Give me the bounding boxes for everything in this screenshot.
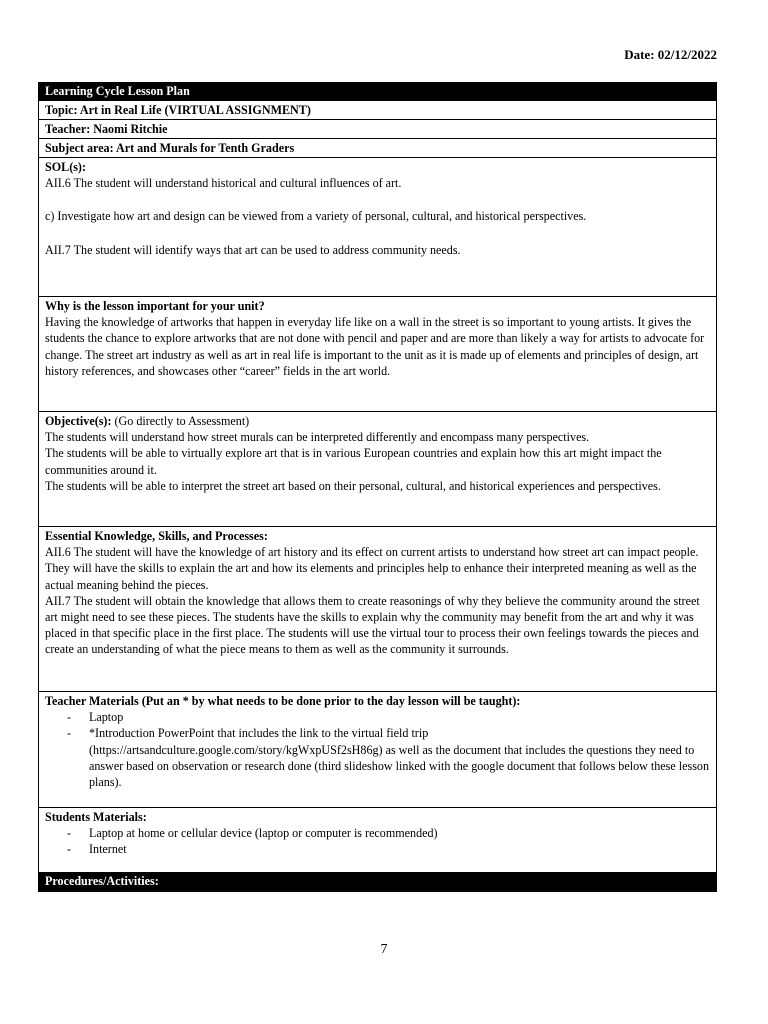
objective-item-1: The students will understand how street murals can be interpreted differently and encompass many perspectives. — [45, 430, 590, 445]
topic-text: Topic: Art in Real Life (VIRTUAL ASSIGNMENT) — [45, 103, 311, 117]
teacher-row — [39, 120, 716, 139]
importance-body: Having the knowledge of artworks that happen in everyday life like on a wall in the street is so important to young artists. It gives the students the chance to explore artworks that are not done with pencil and paper and are more than likely a way for artists to advocate for change. The street art industry as well as art in real life is important to the unit as it is made up of elements and principles of design, art history references, and showcases other “career” fields in the art world. — [45, 315, 705, 378]
essential-section — [39, 527, 716, 692]
procedures-text: Procedures/Activities: — [45, 874, 159, 888]
page-number: 7 — [380, 942, 388, 957]
essential-para-2: AII.7 The student will obtain the knowledge that allows them to create reasonings of why they believe the community around the street art might need to see these pieces. The students have the skills to explain why the community may benefit from the art and why it was placed in that specific place in the first place. The students will use the virtual tour to process their own feelings towards the pieces and create an understanding of what the piece means to them as well as the community it surrounds. — [45, 593, 700, 657]
student-material-item: - Laptop at home or cellular device (laptop or computer is recommended) — [67, 825, 710, 841]
lesson-plan-table — [38, 82, 717, 892]
sol-line-1: AII.6 The student will understand historical and cultural influences of art. — [45, 176, 402, 191]
teacher-materials-section — [39, 692, 716, 808]
objectives-heading-line — [45, 413, 710, 429]
student-materials-list — [45, 825, 710, 857]
objectives-heading-note: (Go directly to Assessment) — [111, 414, 250, 428]
teacher-materials-list — [45, 709, 710, 790]
objective-item-3: The students will be able to interpret the street art based on their personal, cultural, and historical experiences and perspectives. — [45, 478, 661, 493]
importance-section — [39, 297, 716, 412]
objectives-heading: Objective(s): — [45, 414, 112, 428]
sol-section — [39, 158, 716, 297]
date-line: Date: 02/12/2022 — [624, 47, 717, 62]
importance-heading: Why is the lesson important for your unit? — [45, 299, 265, 313]
procedures-bar — [39, 873, 716, 891]
subject-area-text: Subject area: Art and Murals for Tenth Graders — [45, 141, 295, 155]
topic-row — [39, 101, 716, 120]
sol-heading: SOL(s): — [45, 160, 86, 174]
essential-para-1: AII.6 The student will have the knowledge of art history and its effect on current artists to understand how street art can impact people. They will have the skills to explain the art and how its elements and principles help to enhance their interpreted meaning as well as the actual meaning behind the pieces. — [45, 545, 699, 592]
teacher-material-item: - *Introduction PowerPoint that includes the link to the virtual field trip (https://artsandculture.google.com/story/kgWxpUSf2sH86g) as well as the document that includes the questions they need to answer based on observation or research done (third slideshow linked with the google document that follows below these lesson plans). — [67, 725, 710, 790]
student-material-item: - Internet — [67, 841, 710, 857]
title-bar-text: Learning Cycle Lesson Plan — [45, 84, 190, 98]
teacher-text: Teacher: Naomi Ritchie — [45, 122, 168, 136]
objective-item-2: The students will be able to virtually explore art that is in various European countries and explain how this art might impact the communities around it. — [45, 446, 662, 477]
essential-heading: Essential Knowledge, Skills, and Processes: — [45, 529, 268, 543]
title-bar — [39, 83, 716, 101]
sol-line-3: AII.7 The student will identify ways that art can be used to address community needs. — [45, 242, 461, 257]
teacher-material-item: - Laptop — [67, 709, 710, 725]
subject-area-row — [39, 139, 716, 158]
sol-line-2: c) Investigate how art and design can be viewed from a variety of personal, cultural, and historical perspectives. — [45, 209, 587, 224]
teacher-materials-heading: Teacher Materials (Put an * by what needs to be done prior to the day lesson will be taught): — [45, 694, 521, 708]
student-materials-section — [39, 808, 716, 873]
objectives-section — [39, 412, 716, 527]
student-materials-heading: Students Materials: — [45, 810, 147, 824]
